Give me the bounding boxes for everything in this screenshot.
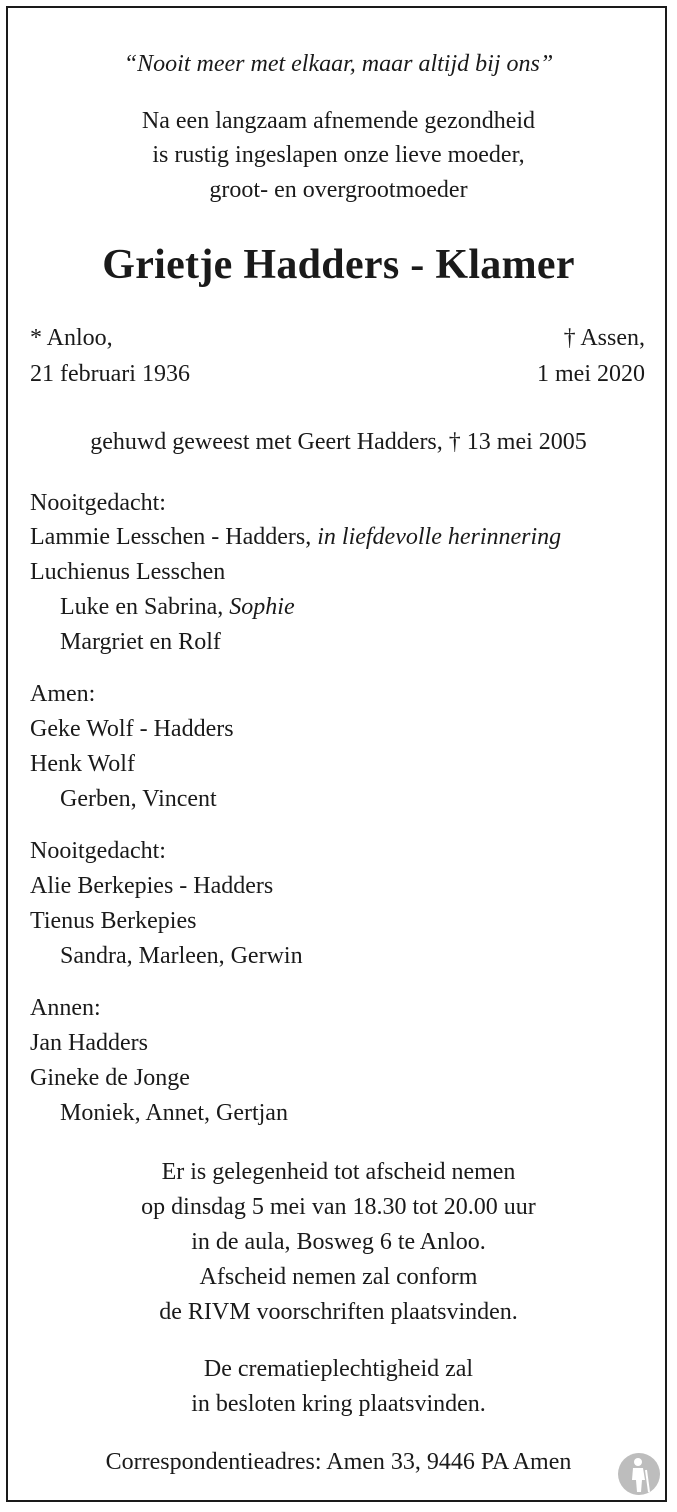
family-member-note: in liefdevolle herinnering: [317, 524, 562, 550]
grandchildren: Gerben, Vincent: [60, 786, 217, 812]
grandchildren: Luke en Sabrina, Sophie: [60, 594, 295, 620]
cremation-line-1: De crematieplechtigheid zal: [203, 1356, 474, 1382]
cremation-line-2: in besloten kring plaatsvinden.: [191, 1391, 486, 1417]
family-member: Jan Hadders: [30, 1030, 148, 1056]
farewell-line-4: Afscheid nemen zal conform: [199, 1264, 478, 1290]
deceased-name: Grietje Hadders - Klamer: [102, 242, 575, 288]
farewell-line-3: in de aula, Bosweg 6 te Anloo.: [191, 1229, 486, 1255]
family-place: Nooitgedacht:: [30, 490, 166, 516]
birth-place: * Anloo,: [30, 325, 113, 351]
family-place: Amen:: [30, 681, 96, 707]
grandchildren: Sandra, Marleen, Gerwin: [60, 943, 303, 969]
correspondence-address: Correspondentieadres: Amen 33, 9446 PA Amen: [105, 1449, 572, 1475]
intro-line-2: is rustig ingeslapen onze lieve moeder,: [152, 142, 525, 168]
family-member: Henk Wolf: [30, 751, 135, 777]
family-member: Gineke de Jonge: [30, 1065, 190, 1091]
family-member: Alie Berkepies - Hadders: [30, 873, 274, 899]
family-member: Luchienus Lesschen: [30, 559, 226, 585]
motto: “Nooit meer met elkaar, maar altijd bij ons”: [123, 51, 554, 77]
birth-date: 21 februari 1936: [30, 361, 190, 387]
intro-line-3: groot- en overgrootmoeder: [209, 177, 468, 203]
death-date: 1 mei 2020: [537, 361, 645, 387]
great-grandchild-name: Sophie: [229, 594, 295, 620]
grandchildren: Moniek, Annet, Gertjan: [60, 1100, 288, 1126]
death-place: † Assen,: [563, 325, 645, 351]
intro-line-1: Na een langzaam afnemende gezondheid: [141, 108, 536, 134]
family-place: Nooitgedacht:: [30, 838, 166, 864]
grandchildren: Margriet en Rolf: [60, 629, 221, 655]
family-member: Tienus Berkepies: [30, 908, 197, 934]
married-line: gehuwd geweest met Geert Hadders, † 13 mei 2005: [90, 429, 587, 455]
obituary-card: [6, 6, 667, 1502]
family-member: Geke Wolf - Hadders: [30, 716, 234, 742]
farewell-line-1: Er is gelegenheid tot afscheid nemen: [161, 1159, 516, 1185]
family-member: Lammie Lesschen - Hadders, in liefdevolle herinnering: [30, 524, 562, 550]
family-place: Annen:: [30, 995, 101, 1021]
farewell-line-2: op dinsdag 5 mei van 18.30 tot 20.00 uur: [141, 1194, 536, 1220]
farewell-line-5: de RIVM voorschriften plaatsvinden.: [159, 1299, 518, 1325]
person-with-cane-logo-icon: [617, 1452, 661, 1496]
